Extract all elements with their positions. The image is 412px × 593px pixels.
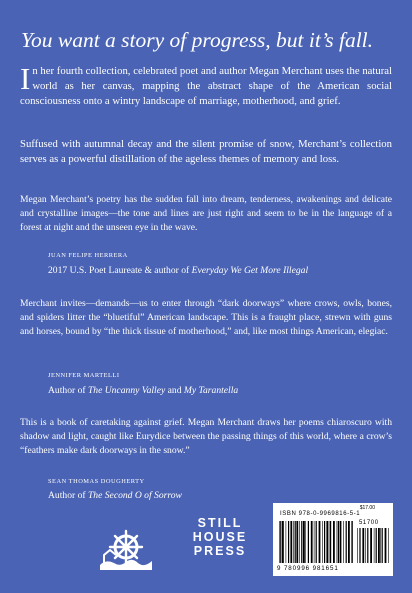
barcode-bar [346, 521, 347, 563]
barcode-bar [308, 521, 309, 563]
blurb-quote-dougherty: This is a book of caretaking against grief. Megan Merchant draws her poems chiaroscuro with shadow and light, caught like Eurydice between the passing things of this world, where a crow’s “feathers make dark doorways in the snow.” [20, 417, 392, 457]
barcode-bar [316, 521, 317, 563]
barcode-bar [305, 521, 306, 563]
barcode-bar [382, 528, 383, 563]
blurb-quote-martelli: Merchant invites—demands—us to enter through “dark doorways” where crows, owls, bones, and spiders litter the “bluetiful” American landscape. This is a fraught place, strewn with guns and horses, bound by “the thick tissue of motherhood,” and, like most things American, elegiac. [20, 298, 392, 338]
barcode-bar [367, 528, 368, 563]
barcode-label [273, 503, 393, 576]
barcode-bar [343, 521, 344, 563]
barcode-bar [293, 521, 294, 563]
isbn-barcode [279, 521, 353, 563]
book-title-2: My Tarantella [183, 385, 239, 396]
barcode-bar [290, 521, 292, 563]
barcode-bar [279, 521, 280, 563]
barcode-bar [330, 521, 331, 563]
ship-wheel-house-icon [96, 523, 156, 573]
credential-conjunction: and [165, 385, 184, 396]
barcode-bar [374, 528, 375, 563]
price-addon-number: 51700 [359, 520, 379, 526]
blurb-quote-herrera: Megan Merchant’s poetry has the sudden fall into dream, tenderness, awakenings and delicate and crystalline images—the tone and lines are just right and seem to be in the language of a forest at night and the unseen eye in the wave. [20, 194, 392, 234]
barcode-bar [352, 521, 353, 563]
blurb-credential-herrera [48, 265, 308, 276]
barcode-bar [319, 521, 321, 563]
barcode-bar [348, 521, 350, 563]
barcode-bar [351, 521, 352, 563]
credential-text: 2017 U.S. Poet Laureate & author of [48, 265, 192, 276]
barcode-bar [376, 528, 377, 563]
isbn-text: ISBN 978-0-9969816-5-1 [280, 511, 361, 517]
publisher-line-3: PRESS [193, 544, 247, 558]
blurb-author-martelli: JENNIFER MARTELLI [48, 372, 120, 379]
barcode-bar [362, 528, 364, 563]
blurb-author-herrera: JUAN FELIPE HERRERA [48, 252, 128, 259]
book-title: The Uncanny Valley [87, 385, 166, 396]
barcode-digits: 9 780996 981651 [277, 565, 339, 572]
barcode-bar [280, 521, 281, 563]
barcode-bar [338, 521, 339, 563]
intro-paragraph [20, 61, 392, 109]
barcode-bar [299, 521, 300, 563]
blurb-author-dougherty: SEAN THOMAS DOUGHERTY [48, 478, 145, 485]
barcode-bar [329, 521, 330, 563]
publisher-name [190, 516, 250, 558]
barcode-bar [324, 521, 325, 563]
price: $17.00 [359, 505, 375, 511]
tagline: You want a story of progress, but it’s fall. [21, 28, 374, 52]
credential-text: Author of [48, 385, 88, 396]
barcode-bar [326, 521, 328, 563]
barcode-bar [357, 528, 358, 563]
barcode-bar [322, 521, 323, 563]
barcode-bar [365, 528, 366, 563]
intro-text: n her fourth collection, celebrated poet and author Megan Merchant uses the natural world as her canvas, mapping the abstract shape of the American social consciousness onto a wintry landscape of marriage, motherhood, and grief. [20, 65, 392, 107]
description-paragraph: Suffused with autumnal decay and the silent promise of snow, Merchant’s collection serves as a powerful distillation of the ageless themes of memory and loss. [20, 138, 392, 165]
barcode-bar [296, 521, 298, 563]
book-title: The Second O of Sorrow [87, 490, 182, 501]
barcode-bar [288, 521, 289, 563]
book-title: Everyday We Get More Illegal [191, 265, 309, 276]
barcode-bar [303, 521, 305, 563]
barcode-bar [301, 521, 302, 563]
barcode-bar [370, 528, 372, 563]
blurb-credential-dougherty [48, 490, 182, 501]
blurb-credential-martelli [48, 385, 238, 396]
barcode-bar [314, 521, 315, 563]
barcode-bar [388, 528, 389, 563]
publisher-line-1: STILL [197, 516, 243, 530]
barcode-bar [333, 521, 335, 563]
barcode-bar [359, 528, 360, 563]
drop-cap: I [20, 61, 31, 96]
barcode-bar [311, 521, 313, 563]
barcode-bar [282, 521, 284, 563]
barcode-bar [337, 521, 338, 563]
barcode-bar [286, 521, 287, 563]
barcode-bar [378, 528, 380, 563]
price-addon-barcode [357, 528, 389, 563]
credential-text: Author of [48, 490, 88, 501]
barcode-bar [340, 521, 342, 563]
barcode-bar [380, 528, 381, 563]
publisher-line-2: HOUSE [192, 530, 248, 544]
barcode-bar [385, 528, 387, 563]
barcode-bar [295, 521, 296, 563]
